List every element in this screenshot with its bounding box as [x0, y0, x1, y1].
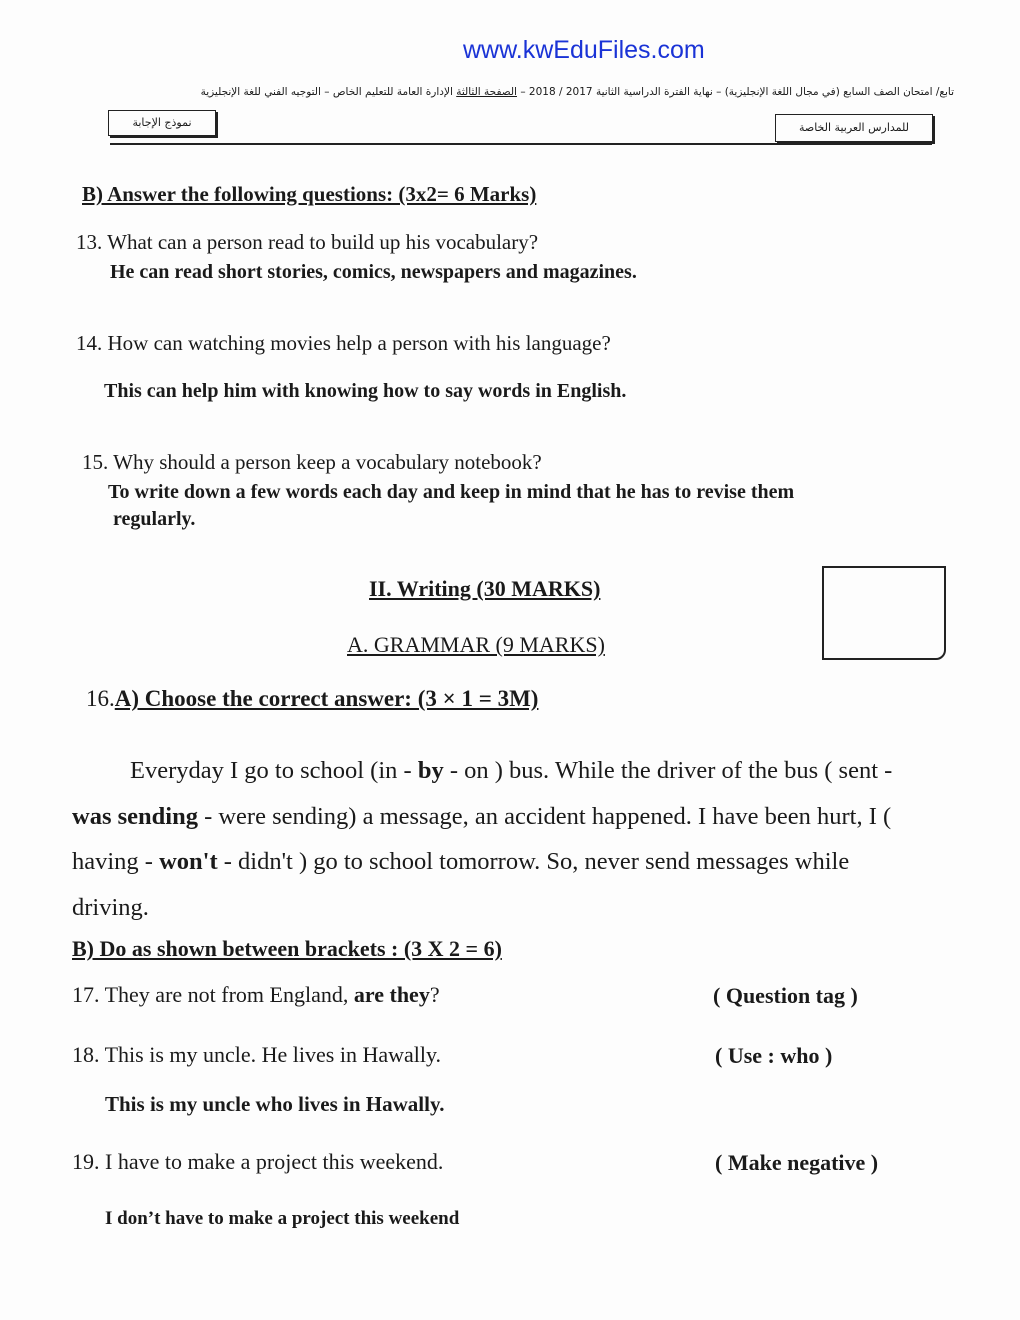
question-17-instruction: ( Question tag ) [713, 983, 858, 1008]
header-part-a: تابع/ امتحان الصف السابع (في مجال اللغة الإنجليزية) – نهاية الفترة الدراسية الثانية 2017 / 2018 – [516, 86, 954, 98]
choice-was-sending: was sending [72, 802, 198, 830]
passage-part-1: Everyday I go to school (in - [130, 757, 418, 784]
exam-header [112, 86, 954, 98]
answer-19: I don’t have to make a project this weekend [105, 1208, 460, 1229]
question-17 [72, 982, 440, 1008]
header-part-c: الإدارة العامة للتعليم الخاص – التوجيه الفني للغة الإنجليزية [200, 86, 457, 98]
question-19: 19. I have to make a project this weekend. [72, 1149, 444, 1174]
question-19-instruction: ( Make negative ) [715, 1150, 879, 1175]
question-13: 13. What can a person read to build up his vocabulary? [76, 230, 539, 254]
marks-box [822, 566, 946, 660]
question-18-instruction: ( Use : who ) [715, 1043, 833, 1068]
header-page-label: الصفحة الثالثة [456, 86, 517, 98]
website-url[interactable]: www.kwEduFiles.com [463, 36, 705, 64]
schools-box: للمدارس العربية الخاصة [775, 114, 933, 142]
question-15: 15. Why should a person keep a vocabulary notebook? [82, 450, 542, 474]
passage-part-3: - were sending) a message, an accident happened. I have been hurt, I ( having - [72, 802, 892, 875]
answer-key-box: نموذج الإجابة [108, 110, 216, 136]
question-16-number: 16. [86, 686, 115, 711]
question-17-mark: ? [429, 982, 440, 1007]
passage-part-2: - on ) bus. While the driver of the bus ( sent - [443, 757, 893, 784]
header-divider [110, 143, 932, 145]
writing-title: II. Writing (30 MARKS) [369, 576, 601, 601]
grammar-title: A. GRAMMAR (9 MARKS) [347, 632, 605, 657]
answer-15-line-2: regularly. [113, 508, 196, 530]
grammar-passage [72, 748, 932, 930]
brackets-heading: B) Do as shown between brackets : (3 X 2 = 6) [72, 936, 502, 961]
section-b-heading: B) Answer the following questions: (3x2= 6 Marks) [82, 182, 537, 206]
question-14: 14. How can watching movies help a person with his language? [76, 331, 611, 355]
answer-18: This is my uncle who lives in Hawally. [105, 1092, 445, 1116]
answer-13: He can read short stories, comics, newspapers and magazines. [110, 261, 637, 283]
question-17-text: 17. They are not from England, [72, 982, 354, 1007]
question-17-answer: are they [353, 982, 430, 1007]
question-16 [86, 686, 538, 712]
passage-part-4: - didn't ) go to school tomorrow. So, never send messages while driving. [72, 848, 850, 921]
answer-14: This can help him with knowing how to say words in English. [104, 380, 627, 402]
question-16-heading: A) Choose the correct answer: (3 × 1 = 3M) [114, 686, 539, 711]
choice-by: by [417, 757, 444, 784]
question-18: 18. This is my uncle. He lives in Hawally. [72, 1042, 442, 1067]
answer-15-line-1: To write down a few words each day and keep in mind that he has to revise them [108, 481, 795, 503]
choice-wont: won't [159, 848, 218, 875]
